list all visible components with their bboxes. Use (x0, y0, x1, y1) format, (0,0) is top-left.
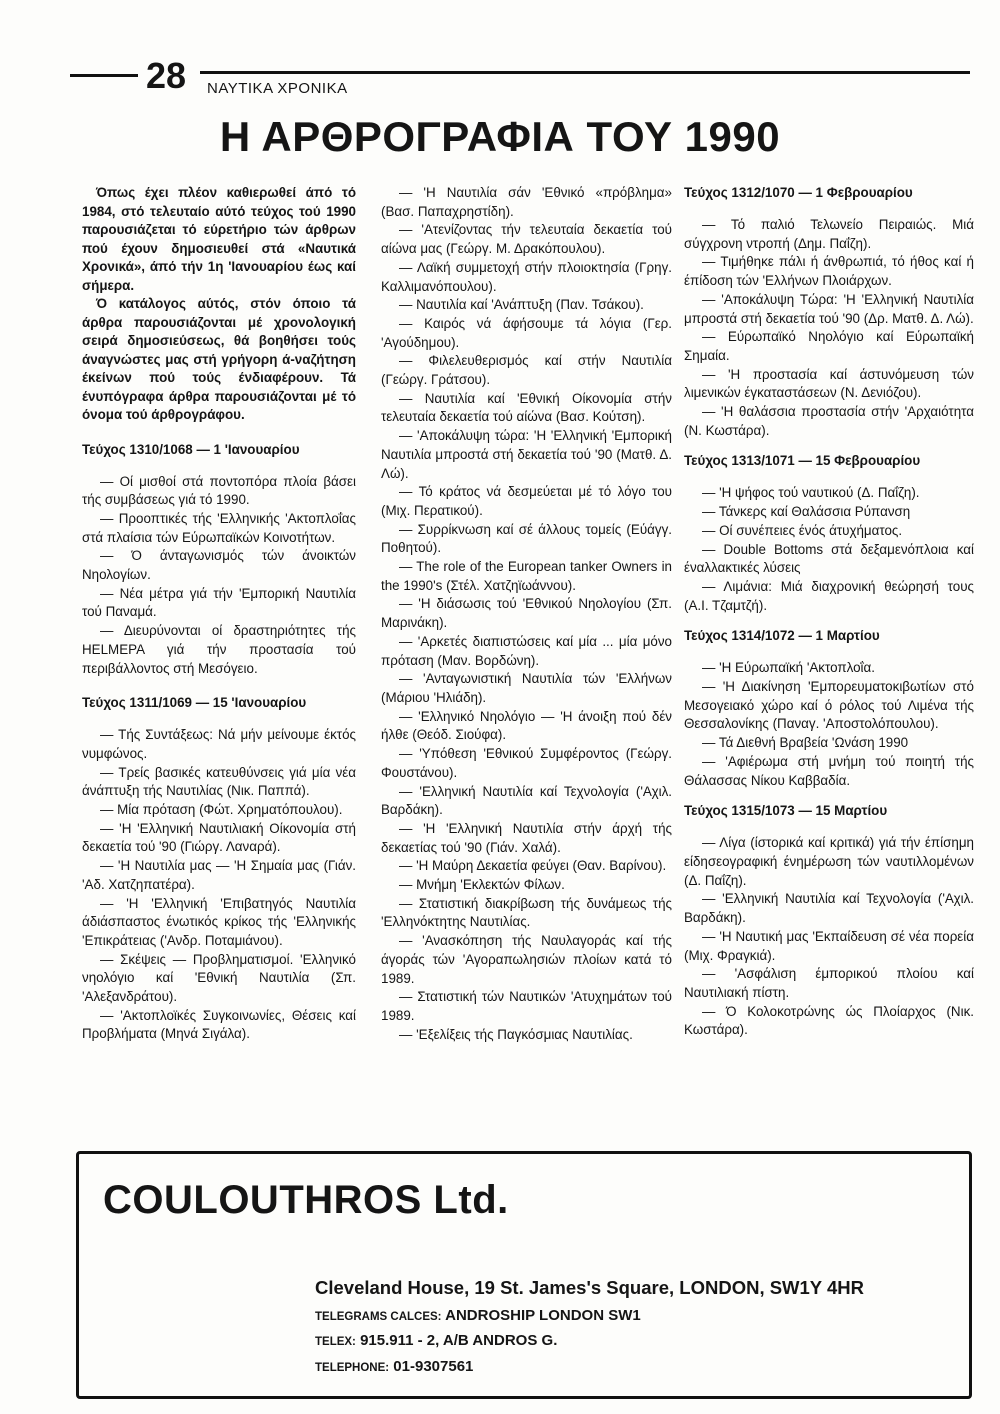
article-entry: — Λιμάνια: Μιά διαχρονική θεώρησή τους (Α.Ι. Τζαμτζή). (684, 578, 974, 613)
telephone-label: TELEPHONE: (315, 1362, 390, 1374)
article-entry: — 'Η Μαύρη Δεκαετία φεύγει (Θαν. Βαρίνου). (399, 858, 667, 874)
article-entry: — 'Ανασκόπηση τής Ναυλαγοράς καί τής άγοράς τών 'Αγοραπωλησιών πλοίων κατά τό 1989. (381, 933, 672, 986)
article-entry: — Καιρός νά άφήσουμε τά λόγια (Γερ. 'Αγούδημου). (381, 315, 672, 350)
telex-label: TELEX: (315, 1336, 356, 1348)
article-entry: — Double Bottoms στά δεξαμενόπλοια καί έναλλακτικές λύσεις (684, 541, 974, 576)
issue-heading: Τεύχος 1313/1071 — 15 Φεβρουαρίου (684, 453, 921, 469)
article-entry: — 'Ασφάλιση έμπορικού πλοίου καί Ναυτιλιακή πίστη. (684, 966, 974, 1000)
article-entry: — 'Αποκάλυψη Τώρα: 'Η 'Ελληνική Ναυτιλία μπροστά στή δεκαετία τού '90 (Δρ. Ματθ. Δ. Λώ). (684, 291, 974, 326)
article-entry: — Σκέψεις — Προβληματισμοί. 'Ελληνικό νηολόγιο καί 'Εθνική Ναυτιλία (Σπ. 'Αλεξανδράτου). (82, 951, 356, 1005)
advert-company-name: COULOUTHROS Ltd. (103, 1178, 509, 1222)
article-entry: — 'Η Ναυτιλία μας — 'Η Σημαία μας (Γιάν. 'Αδ. Χατζηπατέρα). (82, 858, 356, 892)
article-entry: — 'Η θαλάσσια προστασία στήν 'Αρχαιότητα (Ν. Κωστάρα). (684, 404, 974, 438)
issue-heading: Τεύχος 1315/1073 — 15 Μαρτίου (684, 803, 888, 819)
page-number: 28 (146, 55, 187, 96)
article-entry: — 'Ελληνική Ναυτιλία καί Τεχνολογία ('Αχιλ. Βαρδάκη). (381, 783, 672, 818)
article-entry: — Οί συνέπειες ένός άτυχήματος. (702, 522, 903, 538)
article-entry: — 'Η Εύρωπαϊκή 'Ακτοπλοΐα. (702, 660, 875, 676)
article-entry: — Τρείς βασικές κατευθύνσεις γιά μία νέα άνάπτυξη τής Ναυτιλίας (Νικ. Παππά). (82, 764, 356, 799)
article-entry: — Λίγα (ίστορικά καί κριτικά) γιά τήν έπίσημη είδησεογραφική ένημέρωση τών ναυτιλλομένων (Δ. Παΐζη). (684, 835, 974, 888)
article-entry: — Συρρίκνωση καί σέ άλλους τομείς (Εύάγγ. Ποθητού). (381, 521, 672, 556)
article-entry: — Στατιστική τών Ναυτικών 'Ατυχημάτων τού 1989. (381, 989, 672, 1023)
article-entry: — Προοπτικές τής 'Ελληνικής 'Ακτοπλοΐας στά πλαίσια τών Εύρωπαϊκών Κοινοτήτων. (82, 510, 356, 545)
article-entry: — Τιμήθηκε πάλι ή άνθρωπιά, τό ήθος καί ή έπίδοση τών 'Ελλήνων Πλοιάρχων. (684, 254, 974, 289)
page-title: Η ΑΡΘΡΟΓΡΑΦΙΑ ΤΟΥ 1990 (219, 113, 781, 160)
article-entry: — 'Ακτοπλοϊκές Συγκοινωνίες, Θέσεις καί Προβλήματα (Μηνά Σιγάλα). (82, 1007, 356, 1042)
article-entry: — Μία πρόταση (Φώτ. Χρηματόπουλου). (100, 802, 343, 818)
article-entry: — Λαϊκή συμμετοχή στήν πλοιοκτησία (Γρηγ. Καλλιμανόπουλου). (381, 259, 672, 294)
article-entry: — 'Η 'Ελληνική 'Επιβατηγός Ναυτιλία άδιάσπαστος ένωτικός κρίκος τής 'Ελληνικής 'Επικράτειας ('Ανδρ. Ποταμιάνου). (82, 895, 356, 948)
article-entry: — 'Η διάσωσις τού 'Εθνικού Νηολογίου (Σπ. Μαρινάκη). (381, 596, 672, 631)
article-entry: — 'Υπόθεση 'Εθνικού Συμφέροντος (Γεώργ. Φουστάνου). (381, 746, 672, 780)
article-entry: — 'Αρκετές διαπιστώσεις καί μία ... μία μόνο πρόταση (Μαν. Βορδώνη). (381, 633, 672, 668)
column-1 (82, 184, 356, 1044)
article-entry: — Τό παλιό Τελωνείο Πειραιώς. Μιά σύγχρονη ντροπή (Δημ. Παΐζη). (684, 217, 974, 251)
article-entry: — 'Εξελίξεις τής Παγκόσμιας Ναυτιλίας. (399, 1026, 633, 1042)
intro-paragraph: Όπως έχει πλέον καθιερωθεί άπό τό 1984, στό τελευταίο αύτό τεύχος τού 1990 παρουσιάζεται τό εύρετήριο τών άρθρων πού έχουν δημοσιευθεί στά «Ναυτικά Χρονικά», άπό τήν 1η 'Ιανουαρίου έως καί σήμερα. (82, 185, 356, 293)
article-entry: — 'Ατενίζοντας τήν τελευταία δεκαετία τού αίώνα μας (Γεώργ. Μ. Δρακόπουλου). (381, 222, 672, 257)
article-entry: — Μνήμη 'Εκλεκτών Φίλων. (399, 877, 565, 893)
telephone-value: 01-9307561 (393, 1358, 474, 1375)
article-entry: — 'Αποκάλυψη τώρα: 'Η 'Ελληνική 'Εμπορική Ναυτιλία μπροστά στή δεκαετία τού '90 (Ματθ. Δ. Λώ). (381, 428, 672, 481)
article-entry: — 'Ελληνική Ναυτιλία καί Τεχνολογία ('Αχιλ. Βαρδάκη). (684, 891, 974, 926)
article-entry: — Τά Διεθνή Βραβεία 'Ωνάση 1990 (702, 735, 909, 751)
article-entry: — 'Η 'Ελληνική Ναυτιλιακή Οίκονομία στή δεκαετία τού '90 (Γιώργ. Λαναρά). (82, 820, 356, 855)
column-3 (684, 184, 974, 1040)
issue-heading: Τεύχος 1310/1068 — 1 'Ιανουαρίου (82, 441, 300, 457)
article-entry: — 'Η Ναυτική μας 'Εκπαίδευση σέ νέα πορεία (Μιχ. Φραγκιά). (684, 928, 974, 963)
intro (82, 184, 356, 425)
header-rule-left (70, 74, 138, 77)
advert-telex (315, 1331, 557, 1352)
column-2 (381, 184, 672, 1044)
header-rule-right (200, 71, 970, 74)
issue-heading: Τεύχος 1314/1072 — 1 Μαρτίου (684, 628, 880, 644)
magazine-name: ΝΑΥΤΙΚΑ ΧΡΟΝΙΚΑ (207, 80, 348, 97)
advert-address: Cleveland House, 19 St. James's Square, LONDON, SW1Y 4HR (315, 1277, 864, 1298)
article-entry: — Ναυτιλία καί 'Εθνική Οίκονομία στήν τελευταία δεκαετία τού αίώνα (Βασ. Κούτση). (381, 390, 672, 425)
article-entry: — Τής Συντάξεως: Νά μήν μείνουμε έκτός νυμφώνος. (82, 727, 356, 761)
issue-heading: Τεύχος 1311/1069 — 15 'Ιανουαρίου (82, 695, 307, 711)
telex-value: 915.911 - 2, A/B ANDROS G. (360, 1332, 558, 1349)
article-entry: — Ό Κολοκοτρώνης ώς Πλοίαρχος (Νικ. Κωστάρα). (684, 1003, 974, 1038)
article-entry: — Εύρωπαϊκό Νηολόγιο καί Εύρωπαϊκή Σημαία. (684, 329, 974, 363)
intro-paragraph: Ό κατάλογος αύτός, στόν όποιο τά άρθρα παρουσιάζονται μέ χρονολογική σειρά δημοσιεύσεως, θά βοηθήσει τούς άναγνώστες μας στή γρήγορη ά-ναζήτηση έκείνων πού τούς ένδιαφέρουν. Τά ένυπόγραφα άρθρα παρουσιάζονται μέ τό όνομα τού άρθρογράφου. (82, 296, 356, 422)
article-entry: — Νέα μέτρα γιά τήν 'Εμπορική Ναυτιλία τού Παναμά. (82, 585, 356, 620)
article-entry: — 'Η Διακίνηση 'Εμπορευματοκιβωτίων στό Μεσογειακό χώρο καί ό ρόλος τού Λιμένα τής Θεσσαλονίκης (Παναγ. 'Αποστολόπουλου). (684, 679, 974, 732)
article-entry: — Οί μισθοί στά ποντοπόρα πλοία βάσει τής συμβάσεως γιά τό 1990. (82, 473, 356, 508)
advert-telephone (315, 1357, 473, 1378)
issue-heading: Τεύχος 1312/1070 — 1 Φεβρουαρίου (684, 185, 913, 200)
telegrams-label: TELEGRAMS CALCES: (315, 1311, 442, 1323)
article-entry: — Φιλελευθερισμός καί στήν Ναυτιλία (Γεώργ. Γράτσου). (381, 353, 672, 388)
telegrams-value: ANDROSHIP LONDON SW1 (445, 1307, 641, 1324)
article-entry: — 'Η προστασία καί άστυνόμευση τών λιμενικών έγκαταστάσεων (Ν. Δενιόζου). (684, 366, 974, 401)
article-entry: — 'Η ψήφος τού ναυτικού (Δ. Παΐζη). (702, 485, 920, 501)
article-entry: — Στατιστική διακρίβωση τής δυνάμεως τής 'Ελληνόκτητης Ναυτιλίας. (381, 895, 672, 930)
article-entry: — 'Αφιέρωμα στή μνήμη τού ποιητή τής Θάλασσας Νίκου Καββαδία. (684, 753, 974, 788)
article-entry: — Τό κράτος νά δεσμεύεται μέ τό λόγο του (Μιχ. Περατικού). (381, 484, 672, 518)
article-entry: — 'Η Ναυτιλία σάν 'Εθνικό «πρόβλημα» (Βασ. Παπαχρηστίδη). (381, 185, 672, 219)
article-entry: — Τάνκερς καί Θαλάσσια Ρύπανση (702, 504, 911, 520)
article-entry: — 'Ανταγωνιστική Ναυτιλία τών 'Ελλήνων (Μάριου 'Ηλιάδη). (381, 671, 672, 705)
advert-telegrams (315, 1306, 641, 1327)
article-entry: — Ναυτιλία καί 'Ανάπτυξη (Παν. Τσάκου). (399, 297, 644, 313)
article-entry: — Ό άνταγωνισμός τών άνοικτών Νηολογίων. (82, 548, 356, 583)
article-entry: — Διευρύνονται οί δραστηριότητες τής HELMEPA γιά τήν προστασία τού περιβάλλοντος στή Μεσόγειο. (82, 623, 356, 676)
article-entry: — The role of the European tanker Owners in the 1990's (Στέλ. Χατζηϊωάννου). (381, 559, 672, 593)
article-entry: — 'Η 'Ελληνική Ναυτιλία στήν άρχή τής δεκαετίας τού '90 (Γιάν. Χαλά). (381, 820, 672, 855)
article-entry: — 'Ελληνικό Νηολόγιο — 'Η άνοιξη πού δέν ήλθε (Θεόδ. Σιούφα). (381, 708, 672, 743)
advertisement-box (76, 1151, 972, 1399)
